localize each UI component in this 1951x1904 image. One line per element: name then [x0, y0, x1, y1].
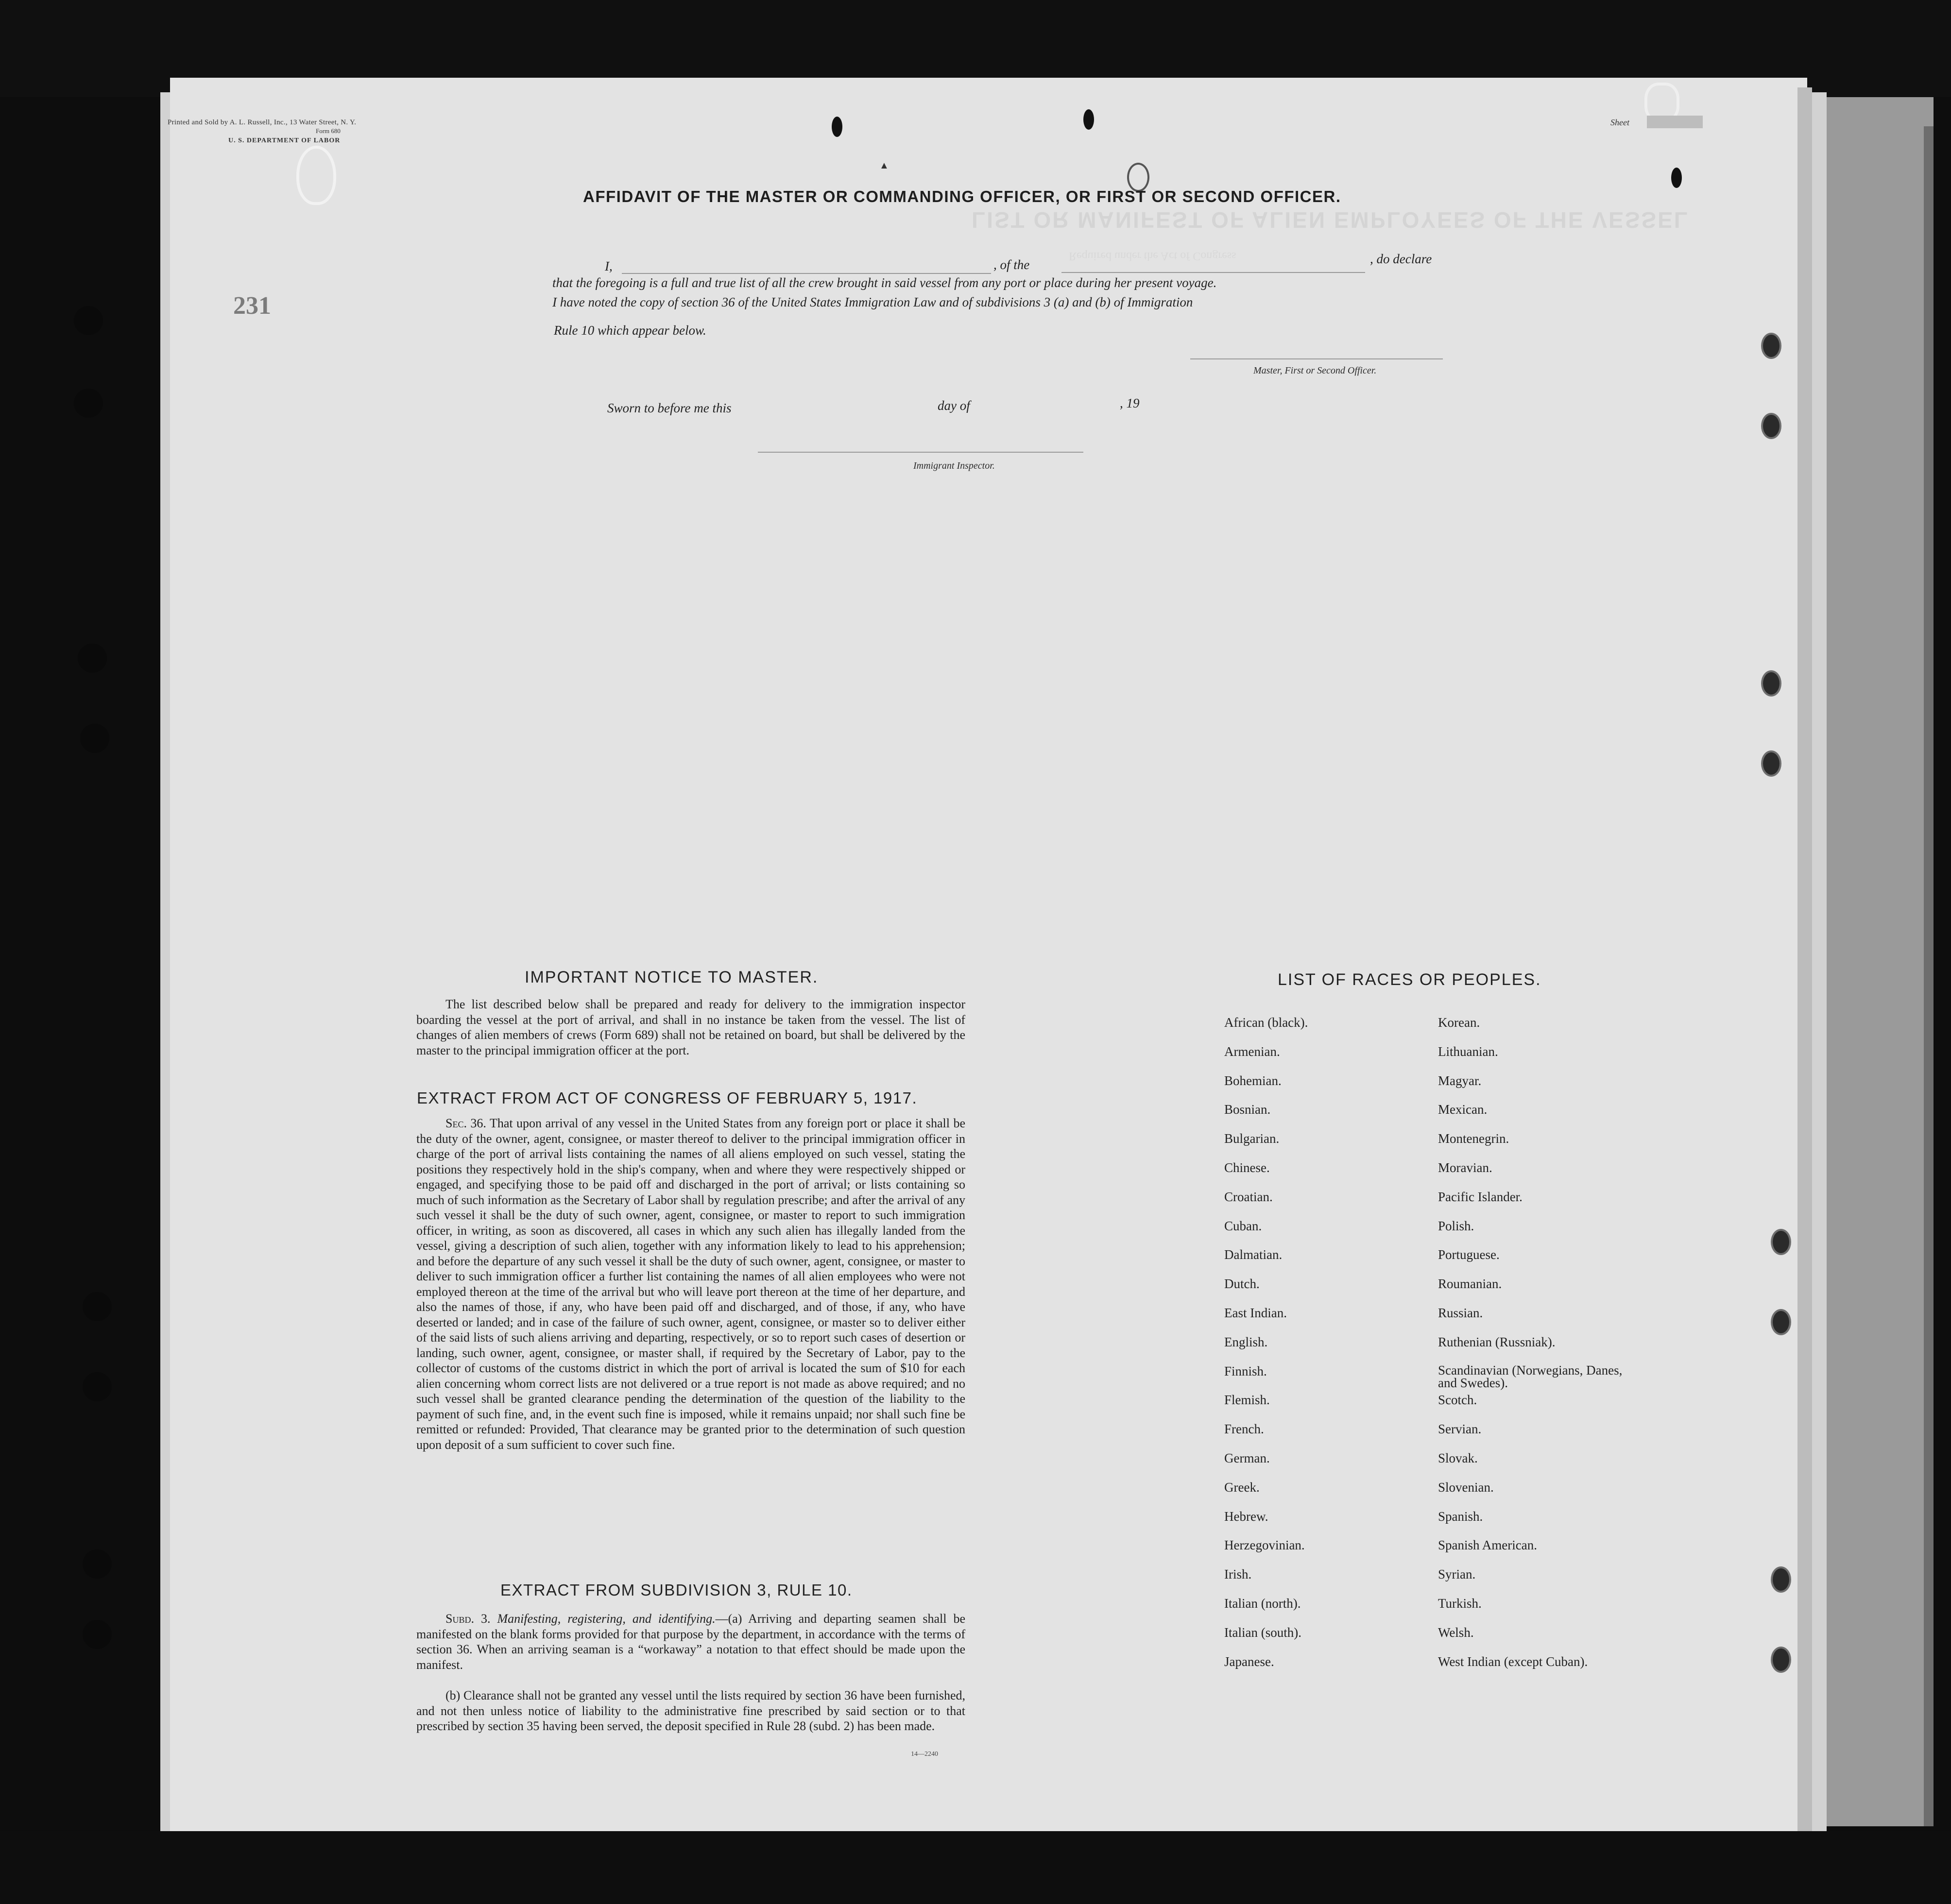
punch-mark-icon	[1671, 168, 1682, 188]
rule-subdivision-b	[416, 1688, 965, 1734]
rule-subdivision-a	[416, 1611, 965, 1672]
punch-mark-icon	[1083, 109, 1094, 130]
notice-body: The list described below shall be prepared and ready for delivery to the immigration inspector boarding the vessel at the port of arrival, and shall in no instance be taken from the vessel. The list of changes of alien members of crews (Form 689) shall not be retained on board, but shall be delivered by the master to the principal immigration officer at the port.	[416, 997, 965, 1057]
race-item: Italian (south).	[1224, 1625, 1301, 1640]
race-item: Servian.	[1438, 1422, 1482, 1437]
race-item: Chinese.	[1224, 1160, 1270, 1175]
race-item: Bosnian.	[1224, 1102, 1271, 1117]
race-item: African (black).	[1224, 1015, 1308, 1030]
binder-hole-icon	[1761, 413, 1781, 439]
binder-hole-icon	[1761, 333, 1781, 359]
race-item: West Indian (except Cuban).	[1438, 1654, 1588, 1669]
race-item: Spanish.	[1438, 1509, 1483, 1524]
name-blank	[622, 273, 991, 274]
binder-hole-icon	[83, 1292, 112, 1321]
sheet-label: Sheet	[1610, 118, 1629, 127]
race-item: Dutch.	[1224, 1276, 1260, 1292]
race-item: English.	[1224, 1334, 1268, 1349]
race-item: Bulgarian.	[1224, 1131, 1280, 1146]
day-of-text: day of	[938, 398, 970, 413]
race-item: Russian.	[1438, 1305, 1483, 1320]
rule-heading: Manifesting, registering, and identifying.	[497, 1612, 716, 1626]
race-item: Greek.	[1224, 1479, 1260, 1495]
race-item: Japanese.	[1224, 1654, 1274, 1669]
punch-mark-icon	[832, 117, 842, 137]
rule-body-a: —(a) Arriving and departing seamen shall be manifested on the blank forms provided for that purpose by the department, in accordance with the terms of section 36. When an arriving seaman is a “workaway” a notation to that effect should be made upon the manifest.	[416, 1612, 965, 1672]
race-item: Slovenian.	[1438, 1479, 1494, 1495]
act-body: That upon arrival of any vessel in the United States from any foreign port or place it shall be the duty of the owner, agent, consignee, or master thereof to deliver to the principal immigration officer in charge of the port of arrival lists containing the names of all aliens employed on such vessel, stating the positions they respectively hold in the ship's company, when and where they were respectively shipped or engaged, and specifying those to be paid off and discharged in the port of arrival; or lists containing so much of such information as the Secretary of Labor shall by regulation prescribe; and after the arrival of any such vessel it shall be the duty of such owner, agent, consignee, or master to report to such immigration officer, in writing, as soon as discovered, all cases in which any such alien has illegally landed from the vessel, giving a description of such alien, together with any information likely to lead to his apprehension; and before the departure of any such vessel it shall be the duty of such owner, agent, consignee, or master to deliver to such immigration officer a further list containing the names of all alien employees who were not employed thereon at the time of the arrival but who will leave port thereon at the time of her departure, and also the names of those, if any, who have been paid off and discharged, and of those, if any, who have deserted or landed; and in case of the failure of such owner, agent, consignee, or master so to deliver either of the said lists of such aliens arriving and departing, respectively, or so to report such cases of desertion or landing, such owner, agent, consignee, or master shall, if required by the Secretary of Labor, pay to the collector of customs of the customs district in which the port of arrival is located the sum of $10 for each alien concerning whom correct lists are not delivered or a true report is not made as above required; and no such vessel shall be granted clearance pending the determination of the question of the liability to the payment of such fine, and, in the event such fine is imposed, while it remains unpaid; nor shall such fine be remitted or refunded: Provided, That clearance may be granted prior to the determination of such question upon deposit of a sum sufficient to cover such fine.	[416, 1116, 965, 1452]
race-item: Syrian.	[1438, 1567, 1476, 1582]
paper-clip-icon	[296, 146, 336, 205]
race-item: Irish.	[1224, 1567, 1252, 1582]
stray-mark: ▲	[879, 160, 889, 171]
binder-hole-icon	[1761, 670, 1781, 697]
binder-hole-icon	[1771, 1309, 1791, 1335]
binder-hole-icon	[74, 389, 103, 418]
affidavit-line-4: Rule 10 which appear below.	[554, 323, 706, 338]
binder-hole-icon	[83, 1549, 112, 1579]
race-item: Magyar.	[1438, 1073, 1482, 1088]
race-item: Finnish.	[1224, 1363, 1267, 1378]
notice-title: IMPORTANT NOTICE TO MASTER.	[525, 968, 819, 986]
race-item: Bohemian.	[1224, 1073, 1282, 1088]
signature-line	[1190, 358, 1443, 359]
scan-background-bottom	[0, 1831, 1951, 1904]
rule-body-b: (b) Clearance shall not be granted any vessel until the lists required by section 36 have been furnished, and not then unless notice of liability to the administrative fine prescribed by said section or to that prescribed by section 35 having been served, the deposit specified in Rule 28 (subd. 2) has been made.	[416, 1688, 965, 1733]
binder-hole-icon	[74, 306, 103, 335]
print-code: 14—2240	[911, 1751, 938, 1758]
race-item: Lithuanian.	[1438, 1044, 1498, 1059]
form-number: Form 680	[316, 127, 341, 135]
rule-lead: Subd. 3.	[445, 1612, 491, 1626]
act-title: EXTRACT FROM ACT OF CONGRESS OF FEBRUARY 5, 1917.	[417, 1089, 918, 1107]
binder-hole-icon	[1771, 1647, 1791, 1673]
department-name: U. S. DEPARTMENT OF LABOR	[228, 137, 341, 144]
race-item: Spanish American.	[1438, 1538, 1537, 1553]
year-text: , 19	[1120, 396, 1140, 410]
race-item: Roumanian.	[1438, 1276, 1502, 1292]
binder-hole-icon	[1771, 1229, 1791, 1255]
race-item: German.	[1224, 1450, 1270, 1465]
race-item: Croatian.	[1224, 1189, 1273, 1204]
race-item: Polish.	[1438, 1218, 1474, 1233]
notice-text	[416, 997, 965, 1058]
race-item: Dalmatian.	[1224, 1247, 1283, 1262]
affidavit-line-3: I have noted the copy of section 36 of the United States Immigration Law and of subdivisions 3 (a) and (b) of Immigration	[552, 295, 1193, 309]
race-item: Moravian.	[1438, 1160, 1492, 1175]
binder-hole-icon	[83, 1620, 112, 1649]
races-title: LIST OF RACES OR PEOPLES.	[1278, 970, 1541, 989]
sheet-number-stamp	[1647, 116, 1703, 128]
race-item: Flemish.	[1224, 1393, 1270, 1408]
bleed-through-text: LIST OR MANIFEST OF ALIEN EMPLOYEES OF THE VESSEL	[972, 207, 1689, 233]
affidavit-i: I,	[605, 259, 613, 273]
handwritten-number: 231	[233, 292, 271, 320]
race-item: Cuban.	[1224, 1218, 1262, 1233]
race-item: Korean.	[1438, 1015, 1480, 1030]
race-item: Montenegrin.	[1438, 1131, 1509, 1146]
race-item: Ruthenian (Russniak).	[1438, 1334, 1556, 1349]
binder-hole-icon	[1771, 1566, 1791, 1593]
bleed-through-text: Required under the Act of Congress	[1069, 250, 1236, 262]
race-item: Herzegovinian.	[1224, 1538, 1305, 1553]
act-section-lead: Sec. 36.	[445, 1116, 486, 1130]
affidavit-of-the: , of the	[993, 257, 1030, 272]
act-text	[416, 1116, 965, 1452]
inspector-label: Immigrant Inspector.	[913, 460, 995, 471]
signature-label: Master, First or Second Officer.	[1253, 365, 1377, 376]
race-item: East Indian.	[1224, 1305, 1287, 1320]
race-item: Mexican.	[1438, 1102, 1488, 1117]
underlying-page-edge	[1924, 126, 1934, 1826]
binder-hole-icon	[78, 644, 107, 673]
race-item: French.	[1224, 1422, 1264, 1437]
race-item: Portuguese.	[1438, 1247, 1500, 1262]
printer-imprint: Printed and Sold by A. L. Russell, Inc., 13 Water Street, N. Y.	[168, 119, 357, 126]
race-item: Hebrew.	[1224, 1509, 1268, 1524]
race-item: Scotch.	[1438, 1393, 1477, 1408]
races-column-2	[1438, 1015, 1627, 1683]
affidavit-title: AFFIDAVIT OF THE MASTER OR COMMANDING OFFICER, OR FIRST OR SECOND OFFICER.	[583, 187, 1341, 205]
races-column-1	[1224, 1015, 1308, 1683]
inspector-signature-line	[758, 452, 1083, 453]
race-item: Italian (north).	[1224, 1596, 1301, 1611]
race-item: Slovak.	[1438, 1450, 1478, 1465]
race-item: Pacific Islander.	[1438, 1189, 1523, 1204]
sworn-text: Sworn to before me this	[607, 401, 732, 415]
race-item: Turkish.	[1438, 1596, 1482, 1611]
race-item: Welsh.	[1438, 1625, 1474, 1640]
race-item: Scandinavian (Norwegians, Danes, and Swedes).	[1438, 1362, 1623, 1390]
binder-hole-icon	[80, 724, 109, 753]
race-item: Armenian.	[1224, 1044, 1280, 1059]
rule-title: EXTRACT FROM SUBDIVISION 3, RULE 10.	[500, 1581, 853, 1599]
sheet-edge-shadow	[1797, 87, 1812, 1831]
vessel-blank	[1061, 272, 1365, 273]
binder-hole-icon	[1761, 750, 1781, 777]
binder-hole-icon	[83, 1372, 112, 1401]
affidavit-line-2: that the foregoing is a full and true list of all the crew brought in said vessel from any port or place during her present voyage.	[552, 275, 1217, 290]
affidavit-declare: , do declare	[1370, 252, 1432, 266]
